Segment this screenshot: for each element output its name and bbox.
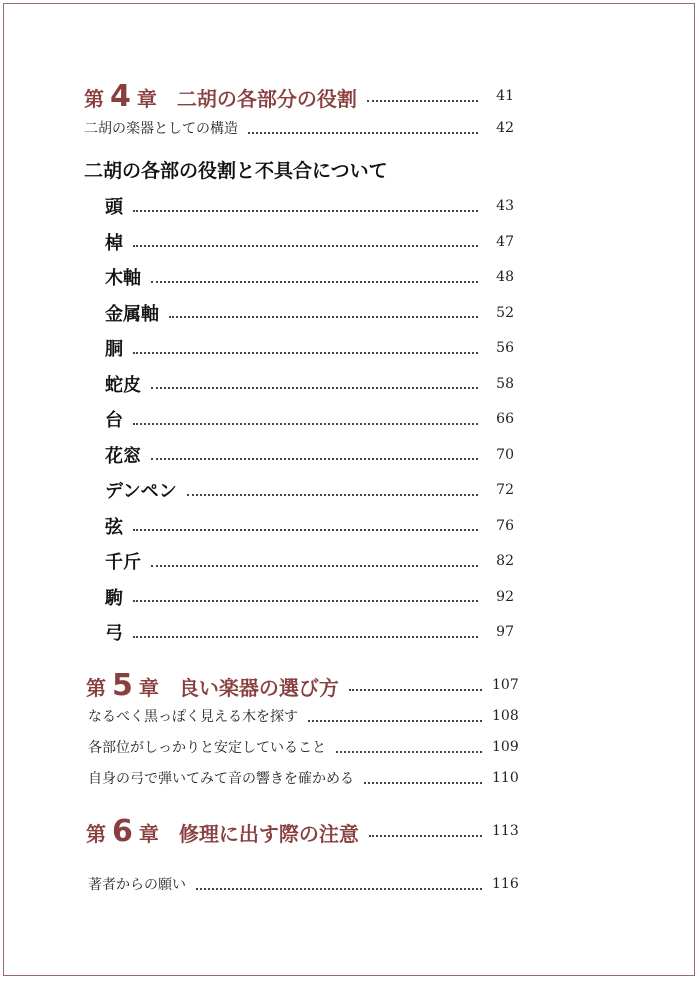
page-number: 48: [496, 269, 514, 285]
page-number: 58: [496, 375, 514, 392]
chapter-number: 5: [112, 667, 133, 703]
toc-part-item[interactable]: [0, 367, 700, 401]
dot-leader: [133, 351, 478, 354]
page-number: 113: [492, 823, 519, 839]
chapter-suffix: 章: [138, 675, 159, 700]
toc-chapter-5[interactable]: [0, 668, 700, 702]
dot-leader: [133, 635, 478, 638]
dot-leader: [349, 688, 482, 691]
chapter-suffix: 章: [136, 86, 157, 111]
part-label: 木軸: [105, 268, 141, 289]
part-label: 棹: [105, 232, 123, 254]
dot-leader: [151, 564, 478, 567]
dot-leader: [133, 209, 478, 212]
toc-part-item[interactable]: [0, 438, 700, 472]
toc-part-item[interactable]: [0, 296, 700, 330]
page-number: 47: [496, 233, 514, 250]
part-label: 弓: [105, 623, 123, 644]
dot-leader: [248, 131, 478, 134]
dot-leader: [364, 781, 482, 784]
chapter-title: 良い楽器の選び方: [178, 675, 339, 700]
part-label: 頭: [105, 197, 123, 218]
toc-part-item[interactable]: [0, 509, 700, 543]
chapter-title: 修理に出す際の注意: [178, 821, 359, 846]
toc-chapter-6[interactable]: [0, 814, 700, 848]
toc-item[interactable]: [0, 730, 700, 764]
item-label: なるべく黒っぽく見える木を探す: [88, 709, 298, 725]
part-label: 弦: [105, 516, 123, 538]
toc-part-item[interactable]: [0, 615, 700, 649]
item-label: 二胡の楽器としての構造: [84, 121, 238, 137]
toc-part-item[interactable]: [0, 402, 700, 436]
page-number: 42: [496, 120, 514, 136]
chapter-heading: [84, 79, 357, 114]
part-label: 金属軸: [105, 303, 159, 325]
toc-part-item[interactable]: [0, 580, 700, 614]
page-number: 56: [496, 340, 514, 356]
chapter-prefix: 第: [86, 821, 106, 846]
item-label: 著者からの願い: [88, 877, 186, 893]
dot-leader: [133, 422, 478, 425]
chapter-heading: [86, 668, 339, 703]
dot-leader: [308, 719, 482, 722]
page-number: 70: [496, 446, 514, 463]
page-number: 52: [496, 304, 514, 321]
toc-item[interactable]: [0, 761, 700, 795]
toc-part-item[interactable]: [0, 189, 700, 223]
chapter-prefix: 第: [84, 86, 104, 111]
toc-part-item[interactable]: [0, 225, 700, 259]
page-number: 109: [492, 739, 519, 755]
chapter-heading: [86, 814, 359, 849]
toc-part-item[interactable]: [0, 331, 700, 365]
page-number: 76: [496, 517, 514, 534]
chapter-prefix: 第: [86, 675, 106, 700]
dot-leader: [133, 528, 478, 531]
chapter-title: 二胡の各部分の役割: [176, 86, 357, 111]
toc-afterword[interactable]: [0, 867, 700, 901]
page-number: 116: [492, 876, 519, 892]
page-number: 108: [492, 708, 519, 724]
dot-leader: [196, 887, 482, 890]
page-number: 92: [496, 588, 514, 605]
page-number: 43: [496, 198, 514, 214]
chapter-suffix: 章: [138, 821, 159, 846]
part-label: デンペン: [105, 481, 177, 502]
chapter-number: 4: [110, 78, 131, 114]
toc-item[interactable]: [0, 699, 700, 733]
item-label: 各部位がしっかりと安定していること: [88, 740, 326, 756]
toc-chapter-4[interactable]: [0, 79, 700, 113]
dot-leader: [151, 457, 478, 460]
page-number: 107: [492, 677, 519, 693]
section-title: 二胡の各部の役割と不具合について: [84, 160, 388, 182]
chapter-number: 6: [112, 813, 133, 849]
page-number: 41: [496, 88, 514, 104]
dot-leader: [369, 834, 482, 837]
page-number: 66: [496, 411, 514, 427]
dot-leader: [133, 244, 478, 247]
page-number: 72: [496, 482, 514, 498]
dot-leader: [151, 280, 478, 283]
toc-part-item[interactable]: [0, 260, 700, 294]
toc-part-item[interactable]: [0, 544, 700, 578]
part-label: 蛇皮: [105, 374, 141, 396]
dot-leader: [367, 99, 478, 102]
dot-leader: [151, 386, 478, 389]
page-number: 110: [492, 770, 519, 786]
part-label: 花窓: [105, 445, 141, 467]
part-label: 胴: [105, 339, 123, 360]
part-label: 駒: [105, 587, 123, 609]
part-label: 台: [105, 410, 123, 431]
toc-part-item[interactable]: [0, 473, 700, 507]
item-label: 自身の弓で弾いてみて音の響きを確かめる: [88, 771, 354, 787]
toc-item[interactable]: [0, 111, 700, 145]
dot-leader: [169, 315, 478, 318]
dot-leader: [133, 599, 478, 602]
dot-leader: [187, 493, 478, 496]
page-number: 82: [496, 553, 514, 569]
part-label: 千斤: [105, 552, 141, 573]
dot-leader: [336, 750, 482, 753]
page-number: 97: [496, 624, 514, 640]
